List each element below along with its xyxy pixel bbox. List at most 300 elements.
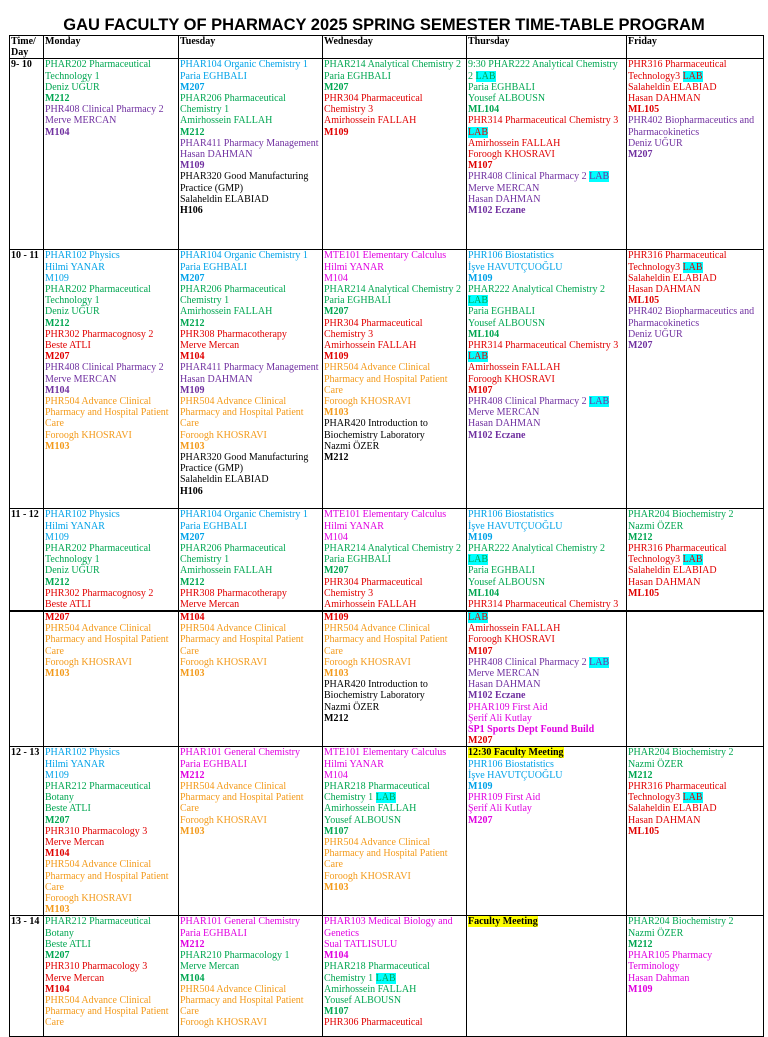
- instructor-name: Salaheldin ELABIAD: [628, 803, 717, 815]
- faculty-meeting-label: [468, 916, 625, 927]
- room-code: M103: [324, 881, 349, 893]
- instructor-name: Deniz UĞUR: [45, 81, 100, 93]
- room-code: M207: [324, 81, 349, 93]
- course-title: PHR316 Pharmaceutical Technology3 LAB: [628, 543, 727, 566]
- instructor-name: Foroogh KHOSRAVI: [468, 373, 555, 385]
- room-code: M212: [628, 938, 653, 950]
- course-entry: [45, 916, 177, 961]
- time-slot: 11 - 12: [10, 509, 44, 611]
- lab-badge: LAB: [682, 261, 703, 273]
- instructor-name: Amirhossein FALLAH: [324, 340, 417, 352]
- course-entry: [468, 916, 625, 927]
- instructor-name: Hilmi YANAR: [324, 758, 384, 770]
- course-title: PHR504 Advance Clinical Pharmacy and Hospital Patient Care: [180, 623, 304, 657]
- room-code: M212: [324, 452, 349, 464]
- course-entry: [468, 747, 625, 758]
- course-entry: [45, 859, 177, 915]
- room-code: M212: [180, 576, 205, 588]
- course-entry: [45, 362, 177, 396]
- cell-tue: [179, 59, 323, 250]
- room-code: M104: [180, 351, 205, 363]
- course-entry: [628, 916, 762, 950]
- course-entry: [180, 138, 321, 172]
- time-slot: 9- 10: [10, 59, 44, 250]
- course-entry: [324, 93, 465, 138]
- instructor-name: Merve Mercan: [180, 599, 240, 611]
- room-code: M207: [45, 612, 70, 623]
- instructor-name: Nazmi ÖZER: [324, 440, 380, 452]
- course-title: PHAR104 Organic Chemistry 1: [180, 250, 308, 262]
- room-code: M207: [180, 81, 205, 93]
- course-entry: [468, 702, 625, 736]
- course-entry: [180, 396, 321, 452]
- course-title: PHAR420 Introduction to Biochemistry Laboratory: [324, 418, 428, 441]
- instructor-name: Paria EGHBALI: [468, 565, 535, 577]
- instructor-name: Paria EGHBALI: [180, 520, 247, 532]
- course-entry: [468, 792, 625, 826]
- course-title: PHR504 Advance Clinical Pharmacy and Hospital Patient Care: [45, 994, 169, 1029]
- room-code: M207: [628, 340, 653, 352]
- course-entry: [45, 623, 177, 679]
- lab-tag-line: [468, 612, 625, 623]
- course-entry: [324, 250, 465, 284]
- course-title: PHAR101 General Chemistry: [180, 747, 300, 759]
- lab-badge: LAB: [589, 171, 610, 183]
- room-code: M207: [45, 351, 70, 363]
- instructor-name: Salaheldin ELABIAD: [180, 474, 269, 486]
- room-code: M212: [45, 93, 70, 105]
- timetable-page-1: [9, 35, 764, 611]
- course-title: PHR314 Pharmaceutical Chemistry 3 LAB: [468, 340, 619, 363]
- instructor-name: Foroogh KHOSRAVI: [324, 396, 411, 408]
- room-code: ML104: [468, 104, 500, 116]
- course-title: PHR408 Clinical Pharmacy 2: [45, 362, 164, 374]
- cell-wed: [323, 509, 467, 611]
- room-code: M207: [468, 814, 493, 826]
- room-code: ML105: [628, 104, 660, 116]
- cell-thu: [467, 250, 627, 509]
- room-code: M104: [324, 272, 348, 284]
- table-row: [10, 916, 764, 1037]
- course-title: PHAR202 Pharmaceutical Technology 1: [45, 59, 151, 82]
- instructor-name: Hasan DAHMAN: [628, 814, 701, 826]
- room-code: M207: [468, 735, 493, 747]
- room-code: M103: [180, 440, 205, 452]
- cell-fri: [627, 250, 764, 509]
- instructor-name: Beste ATLI: [45, 803, 91, 815]
- cell-mon: [44, 916, 179, 1037]
- room-code: M107: [468, 384, 493, 396]
- room-code: SP1 Sports Dept Found Build: [468, 724, 595, 736]
- lab-badge: LAB: [468, 351, 488, 363]
- course-entry: [45, 329, 177, 363]
- course-entry: [324, 1017, 465, 1028]
- instructor-name: Hasan Dahman: [628, 972, 690, 984]
- instructor-name: Paria EGHBALI: [324, 295, 391, 307]
- room-code: M207: [324, 306, 349, 318]
- instructor-name: Foroogh KHOSRAVI: [180, 656, 267, 668]
- room-code: M212: [180, 938, 205, 950]
- instructor-name: Deniz UĞUR: [628, 137, 683, 149]
- instructor-name: Şerif Ali Kutlay: [468, 803, 532, 815]
- room-code: M207: [324, 565, 349, 577]
- instructor-name: Merve Mercan: [45, 972, 105, 984]
- lab-badge: LAB: [375, 792, 396, 804]
- course-entry: [468, 396, 625, 441]
- course-title: PHR402 Biopharmaceutics and Pharmacokinetics: [628, 306, 755, 329]
- instructor-name: Foroogh KHOSRAVI: [180, 429, 267, 441]
- course-title: PHR310 Pharmacology 3: [45, 961, 148, 973]
- course-title: PHR106 Biostatistics: [468, 509, 554, 521]
- room-code: M102 Eczane: [468, 690, 526, 702]
- instructor-name: Deniz UĞUR: [45, 565, 100, 577]
- room-code: M104: [45, 384, 70, 396]
- room-code: M103: [180, 668, 205, 680]
- course-entry: [45, 396, 177, 452]
- room-code: ML105: [628, 587, 660, 599]
- course-entry: [628, 509, 762, 543]
- course-title: PHAR206 Pharmaceutical Chemistry 1: [180, 93, 286, 116]
- room-code: M104: [324, 769, 348, 781]
- instructor-name: Yousef ALBOUSN: [324, 814, 402, 826]
- lab-badge: LAB: [475, 70, 496, 82]
- course-entry: [45, 995, 177, 1029]
- room-code: M103: [45, 668, 70, 680]
- instructor-name: Amirhossein FALLAH: [180, 115, 273, 127]
- course-entry: [628, 59, 762, 115]
- instructor-name: Hasan DAHMAN: [468, 193, 541, 205]
- instructor-name: Nazmi ÖZER: [324, 701, 380, 713]
- course-title: PHR408 Clinical Pharmacy 2 LAB: [468, 656, 610, 668]
- room-code: M104: [324, 950, 349, 962]
- course-title: PHAR204 Biochemistry 2: [628, 509, 734, 521]
- course-entry: [468, 612, 625, 657]
- course-title: PHR408 Clinical Pharmacy 2: [45, 104, 164, 116]
- course-entry: [324, 679, 465, 724]
- lab-badge: LAB: [375, 972, 396, 984]
- room-code: M104: [324, 531, 348, 543]
- instructor-name: Beste ATLI: [45, 340, 91, 352]
- instructor-name: Merve MERCAN: [45, 373, 117, 385]
- instructor-name: Nazmi ÖZER: [628, 758, 684, 770]
- instructor-name: Salaheldin ELABIAD: [180, 193, 269, 205]
- course-title: MTE101 Elementary Calculus: [324, 747, 447, 759]
- instructor-name: Hilmi YANAR: [45, 261, 105, 273]
- course-entry: [324, 961, 465, 1017]
- faculty-meeting-label: [468, 747, 625, 758]
- instructor-name: Paria EGHBALI: [324, 70, 391, 82]
- course-title: PHR504 Advance Clinical Pharmacy and Hospital Patient Care: [324, 837, 448, 871]
- course-entry: [324, 418, 465, 463]
- header-wednesday: Wednesday: [323, 36, 467, 59]
- course-entry: [45, 543, 177, 588]
- course-title: PHR106 Biostatistics: [468, 250, 554, 262]
- course-entry: [324, 284, 465, 318]
- instructor-name: Beste ATLI: [45, 599, 91, 611]
- instructor-name: Hilmi YANAR: [324, 261, 384, 273]
- meeting-highlight: 12:30 Faculty Meeting: [468, 747, 564, 759]
- instructor-name: Paria EGHBALI: [180, 70, 247, 82]
- course-title: PHAR202 Pharmaceutical Technology 1: [45, 284, 151, 307]
- instructor-name: Hasan DAHMAN: [468, 679, 541, 691]
- cell-fri: [627, 612, 764, 747]
- room-code: M109: [180, 160, 205, 172]
- instructor-name: Paria EGHBALI: [324, 554, 391, 566]
- instructor-name: Salaheldin ELABIAD: [628, 272, 717, 284]
- instructor-name: Merve Mercan: [180, 961, 240, 973]
- instructor-name: Amirhossein FALLAH: [180, 306, 273, 318]
- instructor-name: Hilmi YANAR: [45, 520, 105, 532]
- room-code: M107: [468, 645, 493, 657]
- room-code: M107: [324, 825, 349, 837]
- course-title: PHAR214 Analytical Chemistry 2: [324, 284, 461, 296]
- time-slot: 12 - 13: [10, 747, 44, 916]
- room-code: M109: [468, 781, 493, 793]
- room-code: ML105: [628, 825, 660, 837]
- cell-tue: [179, 509, 323, 611]
- course-entry: [45, 59, 177, 104]
- instructor-name: Hasan DAHMAN: [628, 576, 701, 588]
- room-code: M207: [180, 272, 205, 284]
- instructor-name: Salaheldin ELABIAD: [628, 81, 717, 93]
- room-code: M103: [45, 904, 70, 916]
- course-entry: [468, 599, 625, 610]
- instructor-name: Amirhossein FALLAH: [324, 803, 417, 815]
- course-entry: [180, 329, 321, 363]
- room-code: H106: [180, 205, 203, 217]
- instructor-name: Nazmi ÖZER: [628, 520, 684, 532]
- course-entry: [45, 781, 177, 826]
- course-title: PHAR204 Biochemistry 2: [628, 916, 734, 928]
- header-tuesday: Tuesday: [179, 36, 323, 59]
- course-title: PHAR218 Pharmaceutical Chemistry 1 LAB: [324, 961, 430, 984]
- cell-tue: [179, 612, 323, 747]
- course-title: 9:30 PHAR222 Analytical Chemistry 2 LAB: [468, 59, 618, 82]
- course-title: PHR306 Pharmaceutical: [324, 1017, 423, 1029]
- instructor-name: Amirhossein FALLAH: [324, 115, 417, 127]
- course-title: PHAR102 Physics: [45, 509, 120, 521]
- course-entry: [180, 452, 321, 497]
- instructor-name: Foroogh KHOSRAVI: [180, 1017, 267, 1029]
- course-entry: [45, 284, 177, 329]
- cell-tue: [179, 916, 323, 1037]
- cell-tue: [179, 250, 323, 509]
- course-title: PHAR222 Analytical Chemistry 2 LAB: [468, 543, 605, 566]
- time-slot: 13 - 14: [10, 916, 44, 1037]
- course-title: PHR316 Pharmaceutical Technology3 LAB: [628, 250, 727, 273]
- course-title: PHAR214 Analytical Chemistry 2: [324, 543, 461, 555]
- course-entry: [324, 916, 465, 961]
- course-entry: [628, 543, 762, 599]
- instructor-name: Foroogh KHOSRAVI: [468, 634, 555, 646]
- lab-badge: LAB: [682, 554, 703, 566]
- course-title: PHR302 Pharmacognosy 2: [45, 328, 154, 340]
- course-title: PHR308 Pharmacotherapy: [180, 587, 287, 599]
- room-code: ML105: [628, 295, 660, 307]
- course-title: PHR504 Advance Clinical Pharmacy and Hospital Patient Care: [45, 859, 169, 893]
- instructor-name: Hasan DAHMAN: [628, 93, 701, 105]
- table-row: [10, 509, 764, 611]
- cell-wed: [323, 612, 467, 747]
- course-entry: [468, 284, 625, 340]
- course-title: PHAR103 Medical Biology and Genetics: [324, 916, 453, 939]
- header-monday: Monday: [44, 36, 179, 59]
- instructor-name: Foroogh KHOSRAVI: [45, 656, 132, 668]
- instructor-name: Amirhossein FALLAH: [324, 983, 417, 995]
- table-row: [10, 59, 764, 250]
- course-entry: [180, 612, 321, 623]
- room-code: M104: [45, 126, 70, 138]
- table-row: [10, 612, 764, 747]
- room-code: M104: [180, 612, 205, 623]
- cell-tue: [179, 747, 323, 916]
- course-entry: [468, 735, 625, 746]
- room-code: M107: [324, 1006, 349, 1018]
- cell-wed: [323, 250, 467, 509]
- lab-badge: LAB: [589, 396, 610, 408]
- room-code: ML104: [468, 587, 500, 599]
- header-thursday: Thursday: [467, 36, 627, 59]
- course-entry: [468, 543, 625, 599]
- instructor-name: Nazmi ÖZER: [628, 927, 684, 939]
- course-title: PHR402 Biopharmaceutics and Pharmacokinetics: [628, 115, 755, 138]
- room-code: M109: [45, 531, 69, 543]
- instructor-name: Amirhossein FALLAH: [468, 623, 561, 635]
- course-entry: [324, 837, 465, 893]
- course-entry: [45, 612, 177, 623]
- course-entry: [45, 826, 177, 860]
- course-entry: [180, 984, 321, 1029]
- course-title: PHR504 Advance Clinical Pharmacy and Hospital Patient Care: [45, 623, 169, 657]
- cell-thu: [467, 747, 627, 916]
- course-title: PHAR320 Good Manufacturing Practice (GMP): [180, 452, 309, 475]
- course-title: PHR504 Advance Clinical Pharmacy and Hospital Patient Care: [180, 983, 304, 1018]
- instructor-name: Hasan DAHMAN: [180, 149, 253, 161]
- course-title: PHAR104 Organic Chemistry 1: [180, 509, 308, 521]
- course-title: PHAR105 Pharmacy Terminology: [628, 950, 713, 973]
- course-title: PHAR411 Pharmacy Management: [180, 137, 319, 149]
- instructor-name: Merve MERCAN: [468, 407, 540, 419]
- course-title: PHAR210 Pharmacology 1: [180, 950, 290, 962]
- course-entry: [45, 509, 177, 543]
- course-title: PHAR212 Pharmaceutical Botany: [45, 781, 151, 804]
- instructor-name: Beste ATLI: [45, 938, 91, 950]
- room-code: M212: [180, 769, 205, 781]
- course-title: PHR302 Pharmacognosy 2: [45, 587, 154, 599]
- cell-wed: [323, 59, 467, 250]
- room-code: M212: [628, 769, 653, 781]
- instructor-name: Paria EGHBALI: [468, 81, 535, 93]
- course-title: PHAR212 Pharmaceutical Botany: [45, 916, 151, 939]
- course-title: PHR304 Pharmaceutical Chemistry 3: [324, 576, 423, 599]
- cell-fri: [627, 916, 764, 1037]
- lab-badge: LAB: [682, 70, 703, 82]
- course-entry: [324, 543, 465, 577]
- room-code: M109: [468, 272, 493, 284]
- instructor-name: Merve Mercan: [180, 340, 240, 352]
- course-title: PHAR320 Good Manufacturing Practice (GMP): [180, 171, 309, 194]
- instructor-name: Merve MERCAN: [468, 182, 540, 194]
- room-code: M109: [45, 272, 69, 284]
- course-title: PHR408 Clinical Pharmacy 2 LAB: [468, 171, 610, 183]
- lab-badge: LAB: [589, 656, 610, 668]
- instructor-name: Yousef ALBOUSN: [468, 93, 546, 105]
- cell-mon: [44, 59, 179, 250]
- instructor-name: Paria EGHBALI: [180, 261, 247, 273]
- cell-wed: [323, 747, 467, 916]
- course-entry: [180, 284, 321, 329]
- instructor-name: Amirhossein FALLAH: [468, 362, 561, 374]
- instructor-name: Hilmi YANAR: [324, 520, 384, 532]
- time-slot: [10, 612, 44, 747]
- course-entry: [324, 362, 465, 418]
- course-entry: [324, 59, 465, 93]
- course-title: PHR314 Pharmaceutical Chemistry 3 LAB: [468, 115, 619, 138]
- course-entry: [180, 916, 321, 950]
- course-entry: [324, 781, 465, 837]
- room-code: M207: [628, 149, 653, 161]
- course-title: PHAR102 Physics: [45, 250, 120, 262]
- course-title: PHR504 Advance Clinical Pharmacy and Hospital Patient Care: [324, 623, 448, 657]
- room-code: H106: [180, 485, 203, 497]
- instructor-name: Yousef ALBOUSN: [468, 317, 546, 329]
- course-title: PHR109 First Aid: [468, 792, 541, 804]
- course-entry: [45, 588, 177, 610]
- course-title: PHAR411 Pharmacy Management: [180, 362, 319, 374]
- instructor-name: Hasan DAHMAN: [468, 418, 541, 430]
- room-code: M109: [180, 384, 205, 396]
- instructor-name: Foroogh KHOSRAVI: [324, 656, 411, 668]
- instructor-name: Paria EGHBALI: [180, 927, 247, 939]
- instructor-name: Şerif Ali Kutlay: [468, 712, 532, 724]
- instructor-name: Merve MERCAN: [45, 115, 117, 127]
- course-entry: [45, 104, 177, 138]
- instructor-name: Foroogh KHOSRAVI: [45, 893, 132, 905]
- course-entry: [324, 747, 465, 781]
- room-code: M107: [468, 160, 493, 172]
- course-title: PHAR202 Pharmaceutical Technology 1: [45, 543, 151, 566]
- room-code: M212: [324, 712, 349, 724]
- room-code: M109: [45, 769, 69, 781]
- instructor-name: Deniz UĞUR: [45, 306, 100, 318]
- instructor-name: Deniz UĞUR: [628, 328, 683, 340]
- lab-badge: LAB: [682, 792, 703, 804]
- room-code: M207: [180, 531, 205, 543]
- room-code: M212: [45, 317, 70, 329]
- room-code: ML104: [468, 328, 500, 340]
- instructor-name: Paria EGHBALI: [468, 306, 535, 318]
- course-title: PHAR102 Physics: [45, 747, 120, 759]
- cell-fri: [627, 59, 764, 250]
- room-code: M104: [45, 848, 70, 860]
- course-title: PHR316 Pharmaceutical Technology3 LAB: [628, 59, 727, 82]
- cell-mon: [44, 747, 179, 916]
- course-title: PHAR214 Analytical Chemistry 2: [324, 59, 461, 71]
- room-code: M102 Eczane: [468, 205, 526, 217]
- room-code: M102 Eczane: [468, 429, 526, 441]
- instructor-name: Hasan DAHMAN: [628, 284, 701, 296]
- instructor-name: Amirhossein FALLAH: [468, 137, 561, 149]
- table-row: [10, 250, 764, 509]
- course-entry: [628, 950, 762, 995]
- instructor-name: Merve Mercan: [45, 837, 105, 849]
- course-entry: [628, 250, 762, 306]
- course-title: PHR504 Advance Clinical Pharmacy and Hospital Patient Care: [324, 362, 448, 396]
- course-entry: [324, 509, 465, 543]
- cell-mon: [44, 250, 179, 509]
- course-entry: [180, 747, 321, 781]
- instructor-name: Hasan DAHMAN: [180, 373, 253, 385]
